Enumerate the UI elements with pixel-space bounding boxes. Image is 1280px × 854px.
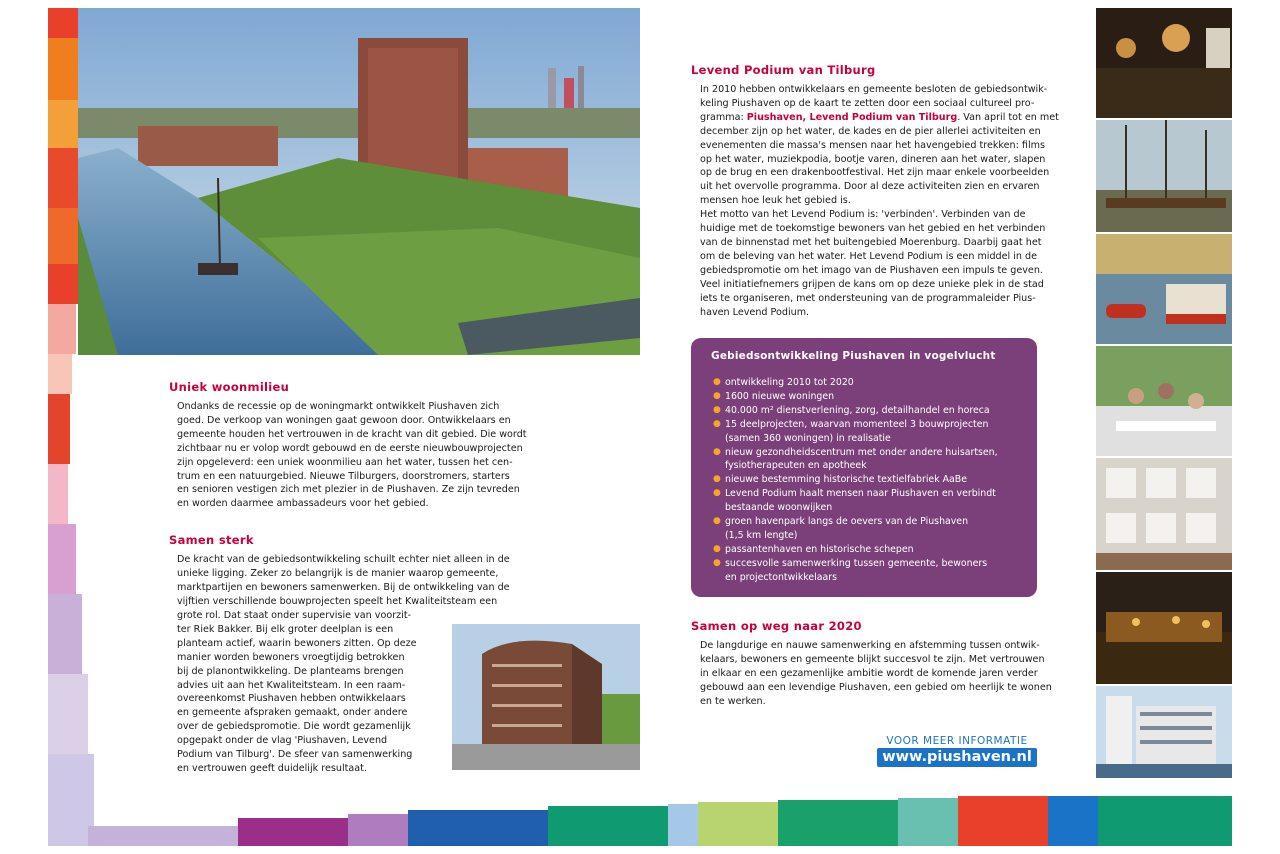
levend-heading: Levend Podium van Tilburg	[691, 63, 876, 77]
levend-body-part1: In 2010 hebben ontwikkelaars en gemeente besloten de gebiedsontwik- keling Piushaven op de kaart te zetten door een sociaal cultureel pro- gramma:	[700, 84, 1048, 123]
photo-terrace	[1096, 346, 1232, 456]
levend-highlight: Piushaven, Levend Podium van Tilburg	[746, 111, 958, 123]
list-item: ● ontwikkeling 2010 tot 2020	[713, 377, 854, 388]
bullet-icon: ●	[713, 516, 721, 527]
samen-sterk-heading: Samen sterk	[169, 533, 254, 547]
levend-body-part2: . Van april tot en met december zijn op het water, de kades en de pier allerlei activiteiten en evenementen die massa's mensen naar het havengebied trekken: films op het water, muziekpodia, bootje varen, dineren aan het water, slapen op de brug en een drakenbootfestival. Het zijn maar enkele voorbeelden uit het overvolle programma. Door al deze activiteiten zien en ervaren mensen hoe leuk het gebied is. Het motto van het Levend Podium is: 'verbinden'. Verbinden van de huidige met de toekomstige bewoners van het gebied en het verbinden van de binnenstad met het buitengebied Moerenburg. Daarbij gaat het om de beleving van het water. Het Levend Podium is een middel in de gebiedspromotie om het imago van de Piushaven een impuls te geven. Veel initiatiefnemers grijpen de kans om op deze unieke plek in de stad iets te organiseren, met ondersteuning van de programmaleider Pius- haven Levend Podium.	[700, 111, 1059, 318]
photo-boats	[1096, 234, 1232, 344]
more-info-label: VOOR MEER INFORMATIE	[886, 735, 1028, 747]
list-item: ● succesvolle samenwerking tussen gemeente, bewoners en projectontwikkelaars	[713, 557, 988, 583]
building-render-image	[452, 624, 640, 770]
photo-night-boats	[1096, 572, 1232, 684]
list-item: ● Levend Podium haalt mensen naar Piushaven en verbindt bestaande woonwijken	[713, 488, 996, 514]
building-render-illustration	[452, 624, 640, 770]
bullet-icon: ●	[713, 557, 721, 568]
list-item: ● passantenhaven en historische schepen	[713, 543, 914, 555]
bottom-color-band	[48, 796, 1232, 846]
vogelvlucht-callout	[691, 338, 1037, 597]
bullet-icon: ●	[713, 377, 721, 387]
list-item: ● 1600 nieuwe woningen	[713, 390, 835, 402]
bullet-icon: ●	[713, 418, 721, 429]
bullet-icon: ●	[713, 404, 721, 415]
hero-canal-image	[78, 8, 640, 355]
website-link[interactable]: www.piushaven.nl	[877, 748, 1037, 767]
list-item: ● 40.000 m² dienstverlening, zorg, detailhandel en horeca	[713, 404, 990, 416]
photo-night-harbor	[1096, 8, 1232, 118]
photo-sailing-ships	[1096, 120, 1232, 232]
right-photo-strip	[1096, 8, 1232, 778]
bullet-icon: ●	[713, 446, 721, 457]
list-item: ● groen havenpark langs de oevers van de Piushaven (1,5 km lengte)	[713, 516, 969, 541]
uniek-body: Ondanks de recessie op de woningmarkt ontwikkelt Piushaven zich goed. De verkoop van woningen gaat gewoon door. Ontwikkelaars en gemeente houden het vertrouwen in de kracht van dit gebied. Die wordt zichtbaar nu er volop wordt gebouwd en de eerste nieuwbouwprojecten zijn opgeleverd: een uniek woonmilieu aan het water, tussen het cen- trum en een natuurgebied. Nieuwe Tilburgers, doorstromers, starters en senioren vestigen zich met plezier in de Piushaven. Ze zijn tevreden en worden daarmee ambassadeurs voor het gebied.	[177, 401, 527, 510]
list-item: ● nieuwe bestemming historische textielfabriek AaBe	[713, 474, 967, 486]
vogelvlucht-list	[713, 376, 998, 585]
samen-sterk-body-top: De kracht van de gebiedsontwikkeling schuilt echter niet alleen in de unieke ligging. Zeker zo belangrijk is de manier waarop gemeente, marktpartijen en bewoners samenwerken. Bij de ontwikkeling van de vijftien verschillende bouwprojecten speelt het Kwaliteitsteam een	[177, 554, 510, 607]
list-item: ● nieuw gezondheidscentrum met onder andere huisartsen, fysiotherapeuten en apotheek	[713, 446, 998, 472]
more-info-block	[877, 735, 1037, 767]
bullet-icon: ●	[713, 543, 721, 554]
bullet-icon: ●	[713, 474, 721, 485]
brochure-spread	[48, 8, 1232, 846]
samen-op-weg-body: De langdurige en nauwe samenwerking en afstemming tussen ontwik- kelaars, bewoners en gemeente blijkt succesvol te zijn. Met vertrouwen in elkaar en een gezamenlijke ambitie wordt de komende jaren verder gebouwd aan een levendige Piushaven, een gebied om heerlijk te wonen en te werken.	[700, 640, 1052, 707]
photo-scale-model	[1096, 458, 1232, 570]
hero-canal-illustration	[78, 8, 640, 355]
samen-sterk-body-bottom: grote rol. Dat staat onder supervisie van voorzit- ter Riek Bakker. Bij elk groter deelplan is een planteam actief, waarin bewoners zitten. Op deze manier worden bewoners vroegtijdig betrokken bij de planontwikkeling. De planteams brengen advies uit aan het Kwaliteitsteam. In een raam- overeenkomst Piushaven hebben ontwikkelaars en gemeente afspraken gemaakt, onder andere over de gebiedspromotie. Die wordt gezamenlijk opgepakt onder de vlag 'Piushaven, Levend Podium van Tilburg'. De sfeer van samenwerking en vertrouwen geeft duidelijk resultaat.	[177, 610, 417, 774]
levend-body	[700, 83, 1080, 319]
photo-modern-building	[1096, 686, 1232, 778]
list-item: ● 15 deelprojecten, waarvan momenteel 3 bouwprojecten (samen 360 woningen) in realisatie	[713, 418, 989, 444]
vogelvlucht-title: Gebiedsontwikkeling Piushaven in vogelvlucht	[711, 350, 996, 362]
uniek-heading: Uniek woonmilieu	[169, 380, 290, 394]
bullet-icon: ●	[713, 390, 721, 401]
bullet-icon: ●	[713, 488, 721, 499]
samen-op-weg-heading: Samen op weg naar 2020	[691, 619, 862, 633]
